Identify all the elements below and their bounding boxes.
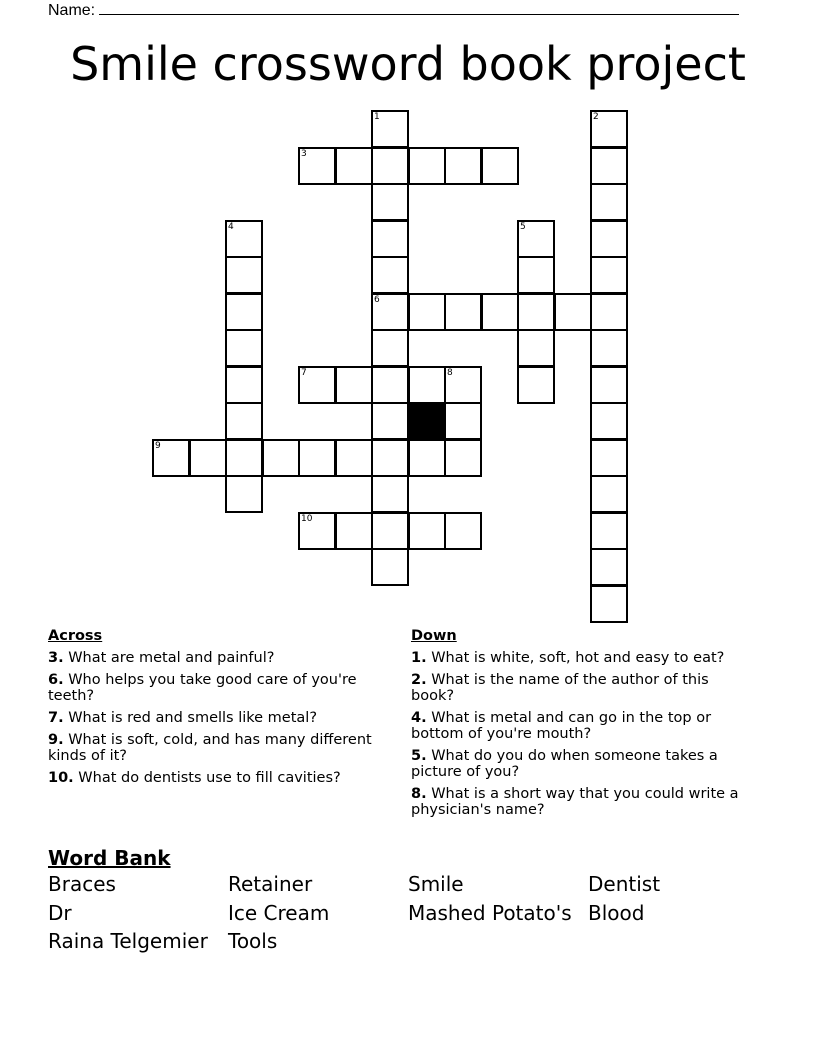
grid-cell[interactable] [408, 147, 446, 185]
grid-cell[interactable] [590, 220, 628, 258]
grid-cell[interactable] [371, 183, 409, 221]
grid-cell[interactable] [371, 256, 409, 294]
clue-number: 3. [48, 650, 64, 666]
grid-cell[interactable] [444, 366, 482, 404]
grid-cell[interactable] [371, 147, 409, 185]
down-heading: Down [411, 628, 457, 644]
grid-cell[interactable] [517, 366, 555, 404]
clue-text: What are metal and painful? [68, 650, 275, 666]
word-bank-item: Dr [48, 900, 72, 925]
grid-cell[interactable] [590, 329, 628, 367]
grid-cell[interactable] [298, 512, 336, 550]
grid-cell[interactable] [152, 439, 190, 477]
grid-cell[interactable] [481, 147, 519, 185]
clue-number: 4. [411, 710, 427, 726]
grid-cell[interactable] [517, 256, 555, 294]
clue-text: What is a short way that you could write a physician's name? [411, 786, 739, 818]
clue-text: What is soft, cold, and has many different kinds of it? [48, 732, 372, 764]
grid-cell[interactable] [444, 439, 482, 477]
clue-text: What is metal and can go in the top or bottom of you're mouth? [411, 710, 712, 742]
grid-cell[interactable] [225, 293, 263, 331]
grid-cell[interactable] [225, 475, 263, 513]
page-title: Smile crossword book project [70, 37, 746, 91]
clue-number-label: 1 [374, 112, 380, 122]
clue-number: 9. [48, 732, 64, 748]
grid-cell[interactable] [225, 439, 263, 477]
grid-cell[interactable] [590, 183, 628, 221]
grid-cell[interactable] [225, 220, 263, 258]
word-bank-list [48, 872, 768, 954]
clue-number: 5. [411, 748, 427, 764]
clue-number: 10. [48, 770, 74, 786]
grid-cell[interactable] [225, 402, 263, 440]
grid-block-cell [408, 402, 446, 440]
clue-number-label: 6 [374, 295, 380, 305]
down-clue [411, 786, 751, 818]
grid-cell[interactable] [590, 548, 628, 586]
grid-cell[interactable] [371, 293, 409, 331]
grid-cell[interactable] [371, 548, 409, 586]
grid-cell[interactable] [444, 147, 482, 185]
clue-text: What is the name of the author of this book? [411, 672, 709, 704]
clue-number: 7. [48, 710, 64, 726]
grid-cell[interactable] [262, 439, 300, 477]
down-clue [411, 748, 751, 780]
clue-text: What do dentists use to fill cavities? [78, 770, 341, 786]
grid-cell[interactable] [371, 402, 409, 440]
grid-cell[interactable] [225, 366, 263, 404]
grid-cell[interactable] [298, 366, 336, 404]
grid-cell[interactable] [371, 439, 409, 477]
grid-cell[interactable] [408, 439, 446, 477]
down-clue [411, 672, 751, 704]
grid-cell[interactable] [444, 402, 482, 440]
grid-cell[interactable] [408, 512, 446, 550]
clue-number-label: 5 [520, 222, 526, 232]
grid-cell[interactable] [371, 220, 409, 258]
grid-cell[interactable] [408, 293, 446, 331]
grid-cell[interactable] [335, 512, 373, 550]
clue-number-label: 10 [301, 514, 313, 524]
grid-cell[interactable] [481, 293, 519, 331]
grid-cell[interactable] [590, 585, 628, 623]
grid-cell[interactable] [371, 475, 409, 513]
grid-cell[interactable] [590, 256, 628, 294]
word-bank-item: Braces [48, 872, 116, 896]
grid-cell[interactable] [371, 512, 409, 550]
grid-cell[interactable] [335, 366, 373, 404]
word-bank [48, 846, 768, 954]
grid-cell[interactable] [298, 439, 336, 477]
clue-number-label: 9 [155, 441, 161, 451]
word-bank-item: Raina Telgemier [48, 929, 208, 953]
clue-number: 6. [48, 672, 64, 688]
grid-cell[interactable] [298, 147, 336, 185]
grid-cell[interactable] [371, 329, 409, 367]
grid-cell[interactable] [517, 329, 555, 367]
grid-cell[interactable] [590, 147, 628, 185]
clue-number: 1. [411, 650, 427, 666]
clue-number-label: 4 [228, 222, 234, 232]
down-clue [411, 650, 751, 666]
across-clue [48, 672, 388, 704]
clue-number-label: 2 [593, 112, 599, 122]
grid-cell[interactable] [590, 512, 628, 550]
word-bank-item: Mashed Potato's [408, 900, 572, 925]
down-clues [411, 628, 751, 824]
word-bank-item: Dentist [588, 872, 661, 896]
word-bank-item: Smile [408, 872, 464, 896]
grid-cell[interactable] [335, 439, 373, 477]
clue-number-label: 8 [447, 368, 453, 378]
grid-cell[interactable] [517, 220, 555, 258]
word-bank-item: Tools [228, 929, 278, 953]
word-bank-item: Retainer [228, 872, 313, 896]
grid-cell[interactable] [590, 366, 628, 404]
grid-cell[interactable] [371, 366, 409, 404]
grid-cell[interactable] [590, 110, 628, 148]
across-clue [48, 650, 388, 666]
name-label: Name: [48, 2, 96, 19]
word-bank-item: Ice Cream [228, 900, 330, 925]
word-bank-heading: Word Bank [48, 846, 171, 870]
grid-cell[interactable] [590, 475, 628, 513]
grid-cell[interactable] [371, 110, 409, 148]
grid-cell[interactable] [590, 439, 628, 477]
across-clues [48, 628, 388, 792]
across-clue [48, 732, 388, 764]
grid-cell[interactable] [554, 293, 592, 331]
grid-cell[interactable] [444, 512, 482, 550]
clue-text: What do you do when someone takes a picture of you? [411, 748, 718, 780]
grid-cell[interactable] [590, 293, 628, 331]
grid-cell[interactable] [225, 329, 263, 367]
down-clue [411, 710, 751, 742]
grid-cell[interactable] [408, 366, 446, 404]
clue-number-label: 3 [301, 149, 307, 159]
across-heading: Across [48, 628, 103, 644]
grid-cell[interactable] [444, 293, 482, 331]
grid-cell[interactable] [189, 439, 227, 477]
clue-text: What is white, soft, hot and easy to eat? [431, 650, 725, 666]
word-bank-item: Blood [588, 900, 645, 925]
across-clue [48, 770, 388, 786]
clue-number: 2. [411, 672, 427, 688]
grid-cell[interactable] [335, 147, 373, 185]
grid-cell[interactable] [225, 256, 263, 294]
grid-cell[interactable] [590, 402, 628, 440]
clue-number: 8. [411, 786, 427, 802]
clue-text: Who helps you take good care of you're teeth? [48, 672, 357, 704]
grid-cell[interactable] [517, 293, 555, 331]
clue-text: What is red and smells like metal? [68, 710, 318, 726]
across-clue [48, 710, 388, 726]
clue-number-label: 7 [301, 368, 307, 378]
